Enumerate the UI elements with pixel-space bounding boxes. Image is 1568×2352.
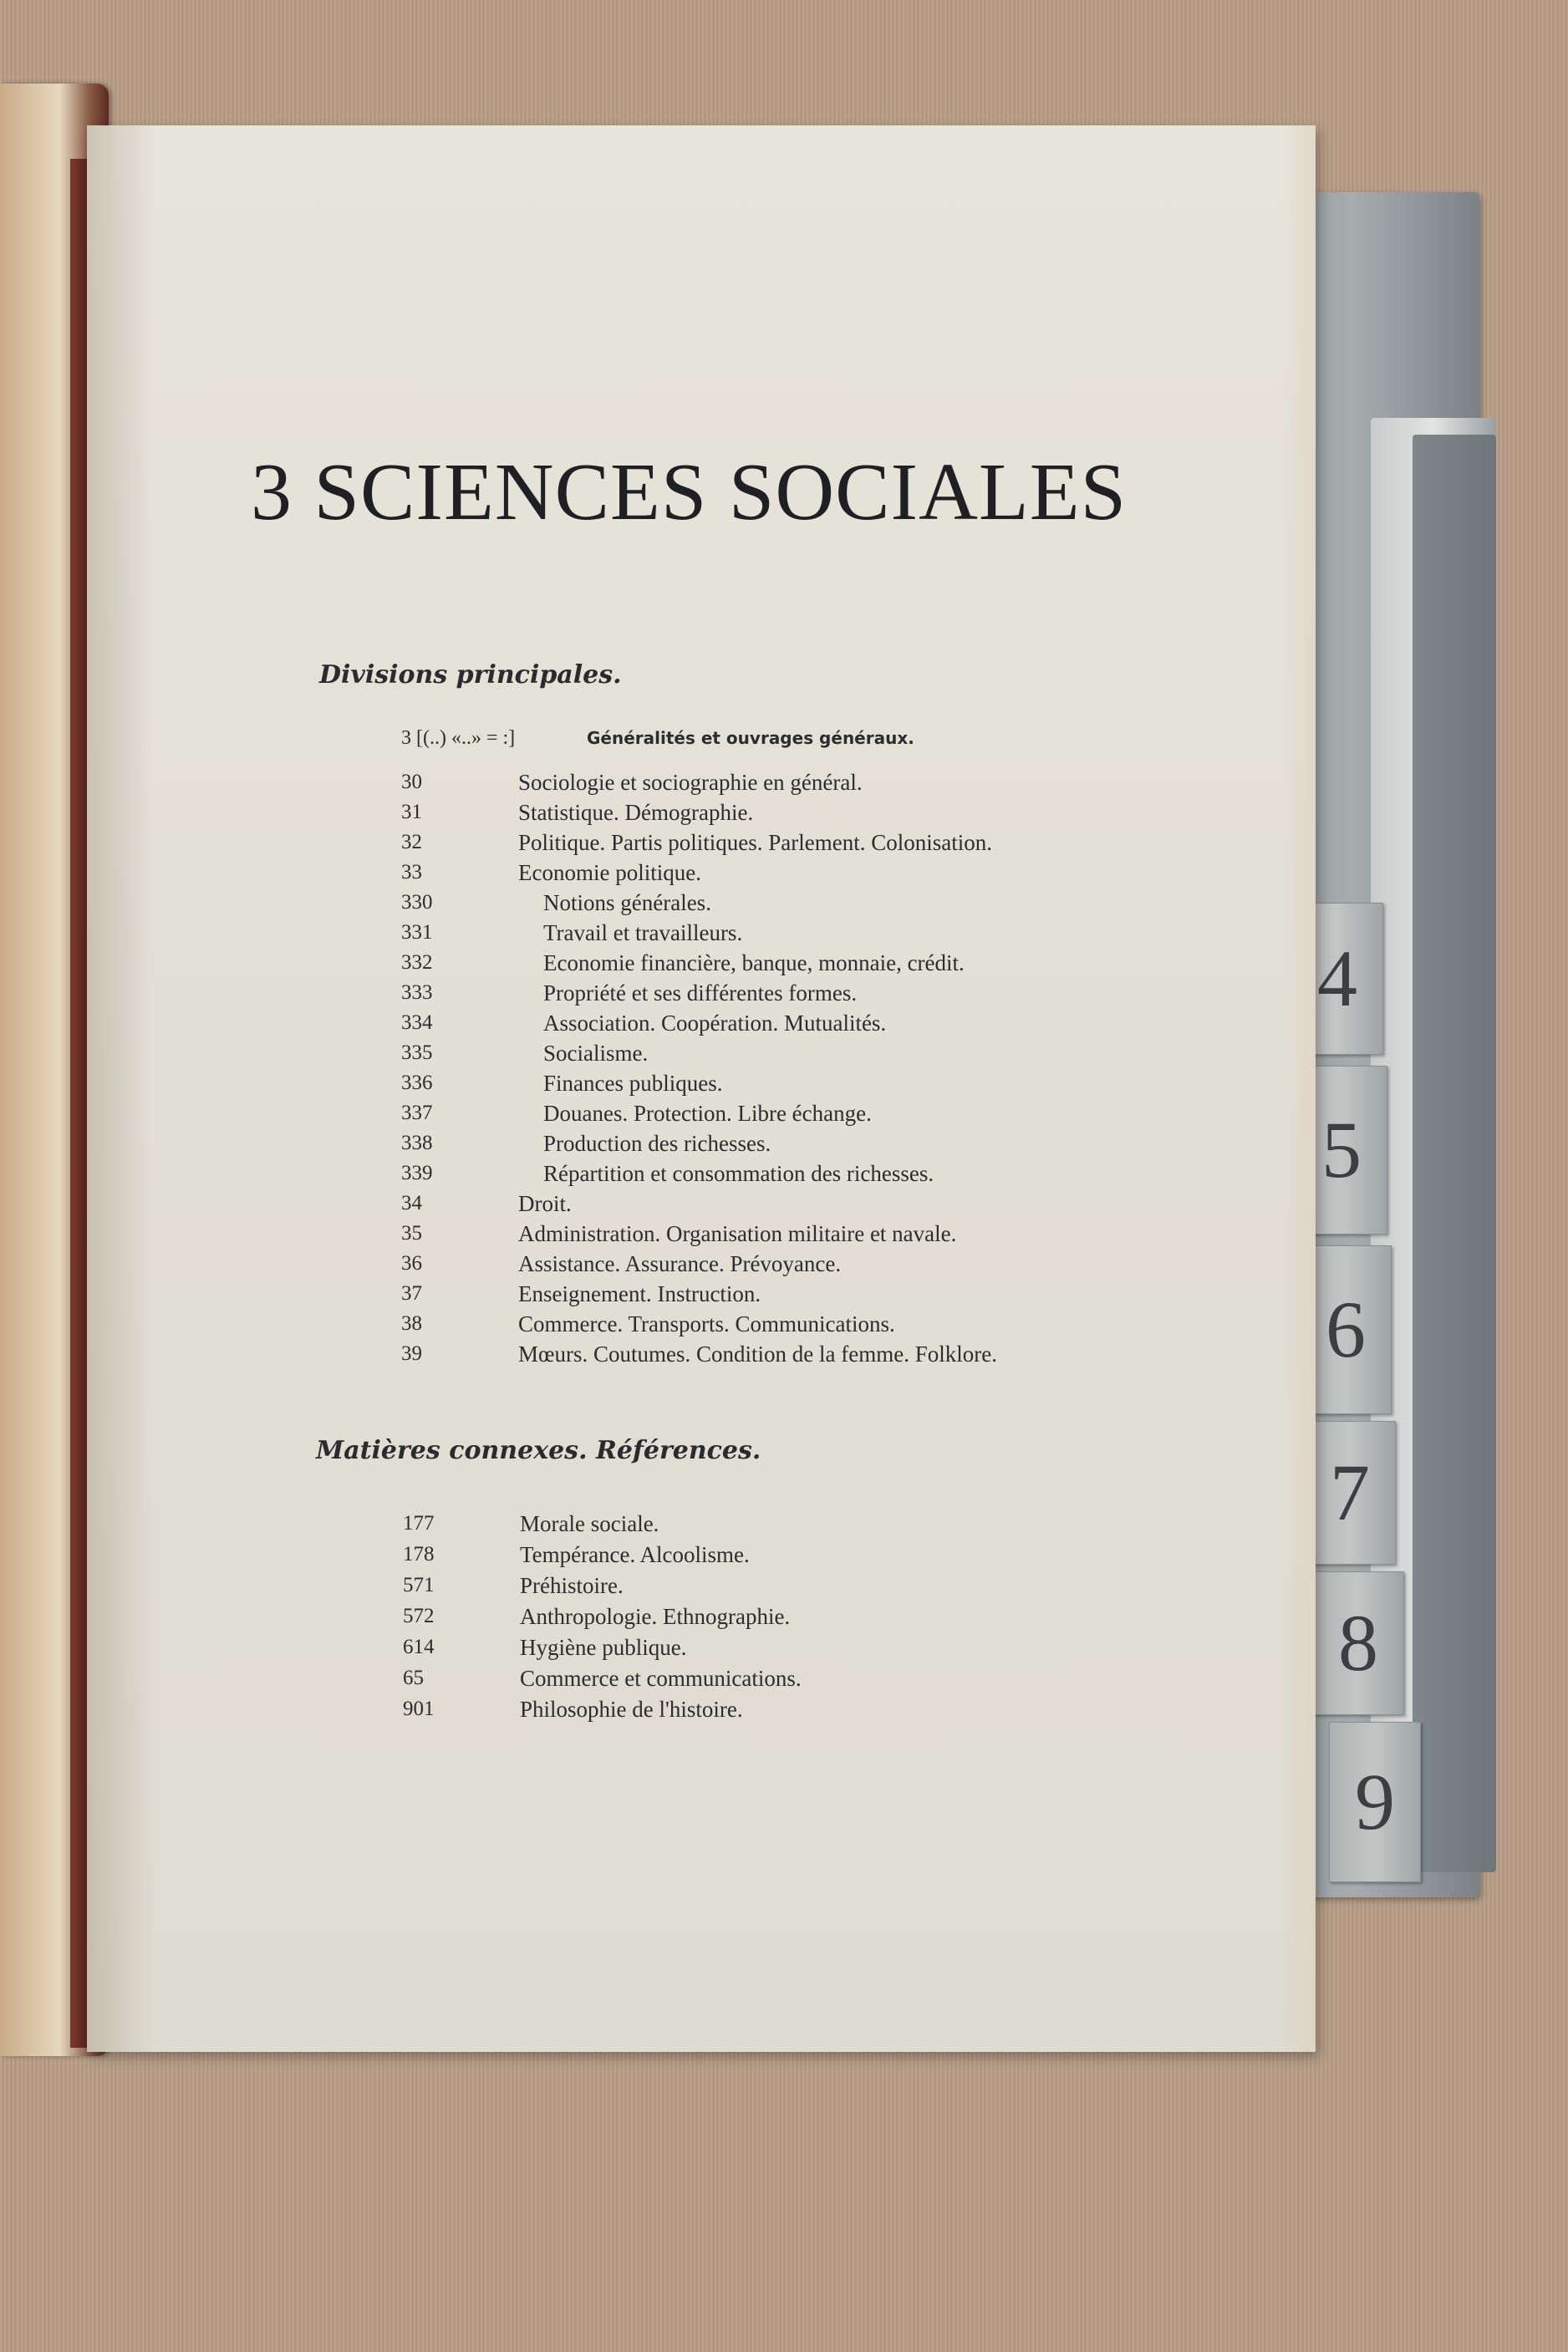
item-code: 614 [403, 1636, 435, 1658]
list-item [403, 1694, 1155, 1724]
item-label: Enseignement. Instruction. [518, 1281, 761, 1306]
item-label: Socialisme. [543, 1041, 649, 1066]
item-label: Economie politique. [518, 860, 701, 885]
list-item [401, 1158, 1153, 1189]
list-item [401, 1098, 1153, 1128]
item-label: Travail et travailleurs. [543, 920, 743, 945]
divisions-heading: Divisions principales. [319, 660, 622, 690]
list-item [401, 888, 1153, 918]
list-item [401, 827, 1153, 858]
item-label: Droit. [518, 1191, 572, 1216]
index-tab-8[interactable] [1312, 1571, 1404, 1715]
list-item [401, 1309, 1153, 1339]
item-code: 335 [401, 1041, 433, 1064]
item-label: Production des richesses. [543, 1131, 771, 1156]
list-item [401, 1249, 1153, 1279]
list-item [403, 1571, 1155, 1601]
item-label: Finances publiques. [543, 1071, 723, 1096]
list-item [401, 797, 1153, 827]
item-code: 330 [401, 891, 433, 914]
item-label: Préhistoire. [520, 1573, 624, 1598]
item-code: 39 [401, 1342, 422, 1365]
item-label: Commerce. Transports. Communications. [518, 1311, 895, 1336]
tab-number: 8 [1338, 1598, 1378, 1688]
tab-number: 9 [1355, 1757, 1395, 1846]
references-heading: Matières connexes. Références. [316, 1436, 761, 1465]
item-label: Hygiène publique. [520, 1635, 687, 1660]
item-code: 36 [401, 1252, 422, 1275]
list-item [403, 1601, 1155, 1632]
item-label: Association. Coopération. Mutualités. [543, 1011, 887, 1036]
item-code: 38 [401, 1312, 422, 1335]
item-label: Economie financière, banque, monnaie, crédit. [543, 950, 965, 975]
item-code: 32 [401, 831, 422, 853]
item-label: Sociologie et sociographie en général. [518, 770, 863, 795]
item-label: Propriété et ses différentes formes. [543, 980, 858, 1005]
item-code: 336 [401, 1072, 433, 1094]
list-item [401, 1038, 1153, 1068]
item-code: 37 [401, 1282, 422, 1305]
tab-number: 5 [1321, 1105, 1362, 1194]
item-label: Notions générales. [543, 890, 711, 915]
list-item [403, 1632, 1155, 1662]
item-code: 35 [401, 1222, 422, 1245]
item-code: 332 [401, 951, 433, 974]
list-item [401, 918, 1153, 948]
item-code: 31 [401, 801, 422, 823]
item-label: Douanes. Protection. Libre échange. [543, 1101, 872, 1126]
list-item [401, 767, 1153, 797]
item-code: 177 [403, 1512, 435, 1535]
item-code: 65 [403, 1667, 424, 1689]
item-code: 178 [403, 1543, 435, 1565]
item-code: 333 [401, 981, 433, 1004]
list-item [401, 1128, 1153, 1158]
list-item [401, 1068, 1153, 1098]
item-label: Anthropologie. Ethnographie. [520, 1604, 791, 1629]
item-code: 33 [401, 861, 422, 883]
tab-number: 6 [1326, 1285, 1366, 1374]
tab-number: 4 [1317, 934, 1357, 1023]
tab-number: 7 [1330, 1448, 1370, 1537]
list-item [401, 858, 1153, 888]
list-item [403, 1509, 1155, 1539]
item-label: Administration. Organisation militaire et navale. [518, 1221, 957, 1246]
item-label: Mœurs. Coutumes. Condition de la femme. Folklore. [518, 1341, 997, 1367]
item-code: 337 [401, 1102, 433, 1124]
item-label: Politique. Partis politiques. Parlement. Colonisation. [518, 830, 992, 855]
list-item [401, 1189, 1153, 1219]
item-label: Assistance. Assurance. Prévoyance. [518, 1251, 842, 1276]
general-row [401, 727, 914, 750]
list-item [401, 1339, 1153, 1369]
index-tab-9[interactable] [1329, 1722, 1421, 1882]
list-item [401, 1219, 1153, 1249]
item-code: 34 [401, 1192, 422, 1214]
list-item [403, 1663, 1155, 1693]
item-label: Philosophie de l'histoire. [520, 1697, 743, 1722]
list-item [401, 978, 1153, 1008]
item-label: Morale sociale. [520, 1511, 659, 1536]
general-code: 3 [(..) «..» = :] [401, 727, 516, 749]
item-label: Tempérance. Alcoolisme. [520, 1542, 750, 1567]
page-edges-shadow [1413, 435, 1496, 1872]
list-item [401, 948, 1153, 978]
item-code: 901 [403, 1698, 435, 1720]
general-label: Généralités et ouvrages généraux. [587, 728, 914, 748]
item-label: Statistique. Démographie. [518, 800, 754, 825]
item-code: 572 [403, 1605, 435, 1627]
item-code: 331 [401, 921, 433, 944]
list-item [403, 1540, 1155, 1570]
item-label: Commerce et communications. [520, 1666, 802, 1691]
item-label: Répartition et consommation des richesses. [543, 1161, 934, 1186]
item-code: 339 [401, 1162, 433, 1184]
item-code: 334 [401, 1011, 433, 1034]
list-item [401, 1279, 1153, 1309]
item-code: 30 [401, 771, 422, 793]
index-tab-7[interactable] [1304, 1421, 1396, 1565]
list-item [401, 1008, 1153, 1038]
item-code: 571 [403, 1574, 435, 1596]
page-title: 3 SCIENCES SOCIALES [251, 447, 1128, 537]
item-code: 338 [401, 1132, 433, 1154]
